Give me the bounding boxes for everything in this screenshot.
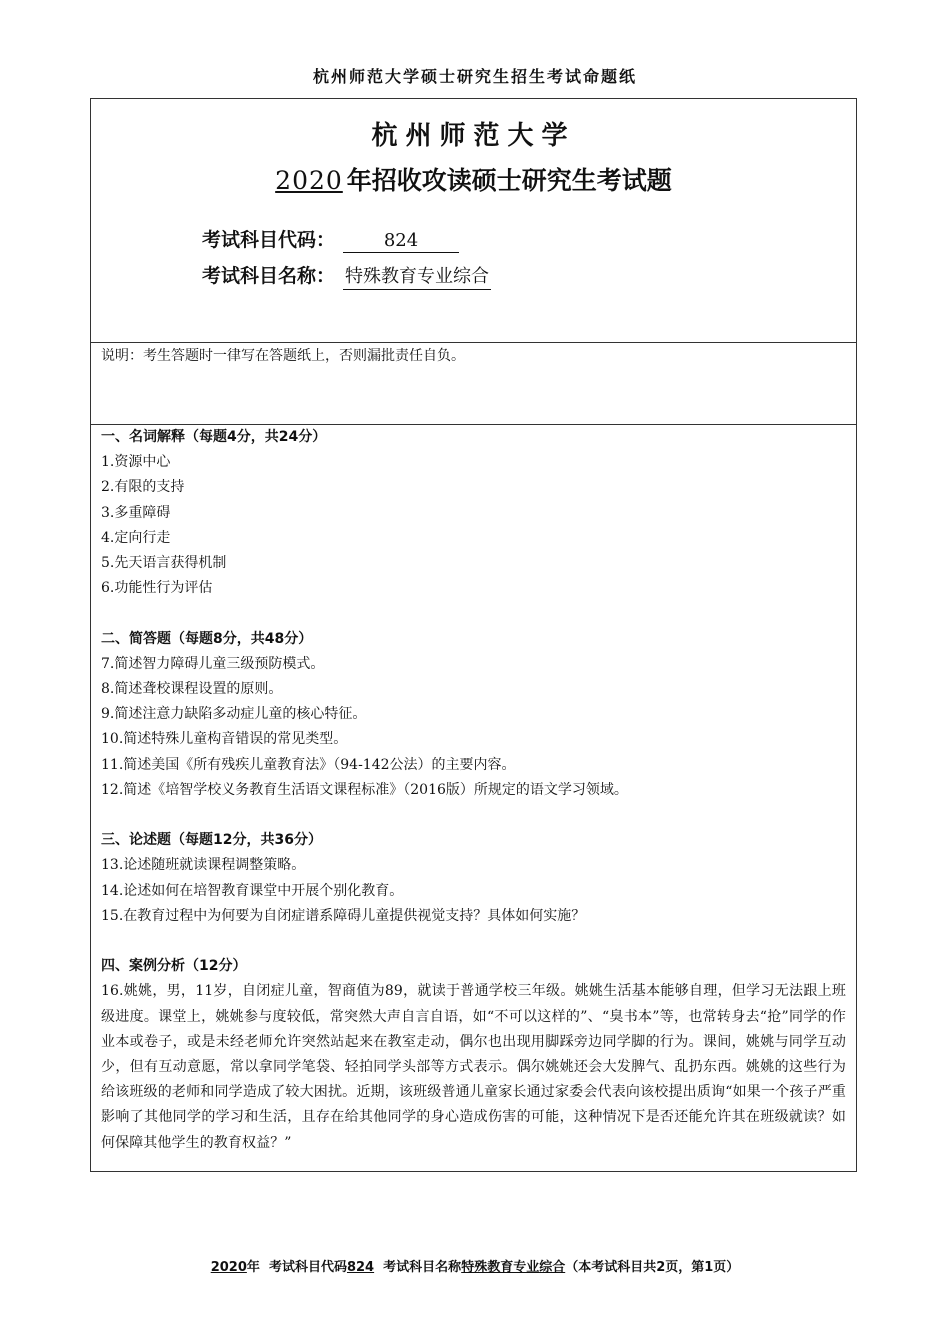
spacer (101, 601, 846, 626)
exam-title-text: 年招收攻读硕士研究生考试题 (346, 166, 672, 195)
question-item: 3.多重障碍 (101, 504, 171, 521)
question-item: 11.简述美国《所有残疾儿童教育法》（94-142公法）的主要内容。 (101, 756, 516, 773)
section-heading: 三、论述题（每题12分，共36分） (101, 832, 322, 849)
instructions-note: 说明：考生答题时一律写在答题纸上，否则漏批责任自负。 (101, 348, 465, 364)
question-item: 2.有限的支持 (101, 479, 185, 496)
subject-name-value: 特殊教育专业综合 (343, 262, 491, 290)
section-heading: 四、案例分析（12分） (101, 958, 247, 975)
section-heading: 二、简答题（每题8分，共48分） (101, 630, 313, 647)
exam-title (91, 161, 856, 197)
footer-code-value: 824 (346, 1260, 375, 1275)
exam-year: 2020 (275, 166, 343, 195)
footer-year: 2020 (210, 1260, 247, 1275)
page-header: 杭州师范大学硕士研究生招生考试命题纸 (312, 67, 637, 86)
footer-name-label: 考试科目名称 (383, 1260, 462, 1275)
case-study-text: 16.姚姚，男，11岁，自闭症儿童，智商值为89，就读于普通学校三年级。姚姚生活基本能够自理，但学习无法跟上班级进度。课堂上，姚姚参与度较低，常突然大声自言自语，如“不可以这样的”、“臭书本”等，也常转身去“抢”同学的作业本或卷子，或是未经老师允许突然站起来在教室走动，偶尔也出现用脚踩旁边同学脚的行为。课间，姚姚与同学互动少，但有互动意愿，常以拿同学笔袋、轻拍同学头部等方式表示。偶尔姚姚还会大发脾气、乱扔东西。姚姚的这些行为给该班级的老师和同学造成了较大困扰。近期，该班级普通儿童家长通过家委会代表向该校提出质询“如果一个孩子严重影响了其他同学的学习和生活，且存在给其他同学的身心造成伤害的可能，这种情况下是否还能允许其在班级就读？如何保障其他学生的教育权益？” (101, 983, 846, 1151)
footer-name-value: 特殊教育专业综合 (461, 1260, 566, 1275)
question-item: 4.定向行走 (101, 529, 171, 546)
question-item: 7.简述智力障碍儿童三级预防模式。 (101, 655, 325, 672)
section-heading: 一、名词解释（每题4分，共24分） (101, 429, 327, 445)
subject-code-field (202, 225, 459, 253)
exam-paper-frame (90, 98, 857, 1172)
spacer (101, 929, 846, 954)
spacer (101, 803, 846, 828)
university-name: 杭州师范大学 (371, 121, 576, 151)
question-item: 12.简述《培智学校义务教育生活语文课程标准》（2016版）所规定的语文学习领域。 (101, 781, 628, 798)
title-section (91, 99, 856, 343)
footer-code-label: 考试科目代码 (268, 1260, 347, 1275)
question-item: 15.在教育过程中为何要为自闭症谱系障碍儿童提供视觉支持？具体如何实施？ (101, 907, 586, 924)
question-item: 9.简述注意力缺陷多动症儿童的核心特征。 (101, 706, 367, 723)
subject-code-label: 考试科目代码： (202, 229, 336, 251)
question-item: 5.先天语言获得机制 (101, 555, 227, 572)
page-footer (0, 1256, 950, 1275)
subject-code-value: 824 (343, 230, 459, 253)
question-item: 13.论述随班就读课程调整策略。 (101, 857, 306, 874)
question-item: 6.功能性行为评估 (101, 580, 213, 597)
footer-page-info: （本考试科目共2页，第1页） (565, 1260, 740, 1275)
question-item: 10.简述特殊儿童构音错误的常见类型。 (101, 731, 348, 748)
subject-name-field (202, 261, 491, 290)
subject-name-label: 考试科目名称： (202, 265, 336, 287)
question-item: 14.论述如何在培智教育课堂中开展个别化教育。 (101, 882, 404, 899)
question-item: 1.资源中心 (101, 454, 171, 471)
questions-content (101, 425, 846, 1156)
question-item: 8.简述聋校课程设置的原则。 (101, 681, 283, 698)
questions-section (91, 425, 856, 1171)
footer-year-suffix: 年 (246, 1260, 260, 1275)
instructions-section (91, 343, 856, 425)
